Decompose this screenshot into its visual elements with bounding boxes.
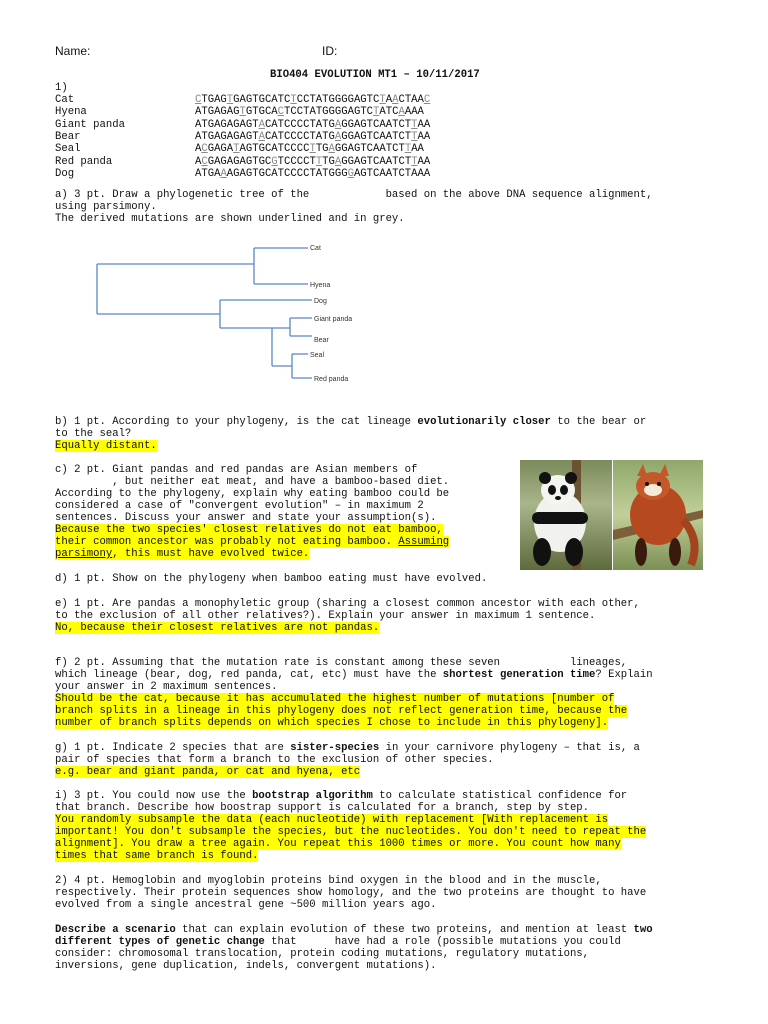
derived-mutation: T bbox=[315, 155, 323, 168]
sequence-segment: GAGA bbox=[207, 143, 234, 156]
derived-mutation: T bbox=[411, 118, 418, 131]
derived-mutation: T bbox=[309, 143, 316, 156]
sequence-segment: A bbox=[195, 155, 202, 168]
sequence-segment: AA bbox=[417, 155, 431, 168]
qe-answer: No, because their closest relatives are not pandas. bbox=[55, 622, 380, 634]
sequence-segment: GGAGTCAATCT bbox=[341, 130, 412, 143]
qi-answer1: You randomly subsample the data (each nucleotide) with replacement [With replacement is bbox=[55, 814, 609, 826]
species-name: Hyena bbox=[55, 106, 87, 119]
qf-answer1: Should be the cat, because it has accumulated the highest number of mutations [number of bbox=[55, 693, 615, 705]
qi-answer2: important! You don't subsample the species, but the nucleotides. You don't need to repeat the bbox=[55, 826, 647, 838]
qi-answer4: times that same branch is found. bbox=[55, 850, 259, 862]
name-label: Name: bbox=[55, 44, 91, 58]
qc-answer2: their common ancestor was probably not eating bamboo. Assuming bbox=[55, 536, 450, 548]
sequence-segment: AA bbox=[417, 118, 431, 131]
qg-line2: pair of species that form a branch to the exclusion of other species. bbox=[55, 754, 494, 766]
qg-line1: g) 1 pt. Indicate 2 species that are sister-species in your carnivore phylogeny – that is, a bbox=[55, 742, 640, 754]
qd-line1: d) 1 pt. Show on the phylogeny when bamboo eating must have evolved. bbox=[55, 573, 488, 585]
derived-mutation: C bbox=[277, 106, 285, 119]
qf-line3: your answer in 2 maximum sentences. bbox=[55, 681, 278, 693]
qb-answer: Equally distant. bbox=[55, 440, 157, 452]
qa-line2: using parsimony. bbox=[55, 201, 157, 213]
phylogenetic-tree bbox=[50, 238, 370, 388]
qc-line1: c) 2 pt. Giant pandas and red pandas are Asian members of bbox=[55, 464, 418, 476]
sequence-segment: TG bbox=[322, 155, 335, 168]
q2-line4: Describe a scenario that can explain evolution of these two proteins, and mention at least two bbox=[55, 924, 653, 936]
tree-label-bear: Bear bbox=[314, 337, 329, 344]
qc-line3: According to the phylogeny, explain why eating bamboo could be bbox=[55, 488, 450, 500]
sequence-segment: ATGAGAGAGT bbox=[195, 118, 259, 131]
sequence-segment: AGTGCATCCCC bbox=[239, 143, 310, 156]
qe-line1: e) 1 pt. Are pandas a monophyletic group (sharing a closest common ancestor with each other, bbox=[55, 598, 640, 610]
qc-line2: , but neither eat meat, and have a bamboo-based diet. bbox=[55, 476, 450, 488]
qi-answer3: alignment]. You draw a tree again. You repeat this 1000 times or more. You count how many bbox=[55, 838, 621, 850]
tree-label-hyena: Hyena bbox=[310, 282, 331, 289]
sequence-segment: GAGAGAGTGC bbox=[207, 155, 272, 168]
sequence-segment: ATGAGAGAGT bbox=[195, 130, 259, 143]
derived-mutation: T bbox=[233, 143, 240, 156]
dna-sequence bbox=[195, 168, 430, 180]
sequence-segment: A bbox=[385, 94, 393, 106]
derived-mutation: C bbox=[201, 143, 208, 156]
sequence-segment: ATGAGAG bbox=[195, 106, 240, 119]
species-name: Seal bbox=[55, 143, 81, 156]
dna-sequence bbox=[195, 143, 424, 155]
sequence-segment: A bbox=[195, 143, 202, 156]
sequence-segment: GGAGTCAATCT bbox=[334, 143, 405, 156]
derived-mutation: C bbox=[423, 94, 431, 106]
derived-mutation: C bbox=[195, 94, 202, 106]
q2-line6: consider: chromosomal translocation, protein coding mutations, regulatory mutations, bbox=[55, 948, 590, 960]
sequence-segment: GGAGTCAATCT bbox=[341, 118, 412, 131]
qc-line5: sentences. Discuss your answer and state your assumption(s). bbox=[55, 512, 437, 524]
sequence-segment: TGAG bbox=[201, 94, 227, 106]
species-name: Cat bbox=[55, 94, 75, 106]
question-number: 1) bbox=[55, 82, 68, 94]
q2-line2: respectively. Their protein sequences show homology, and the two proteins are thought to have bbox=[55, 887, 647, 899]
qi-line1: i) 3 pt. You could now use the bootstrap algorithm to calculate statistical confidence for bbox=[55, 790, 628, 802]
qb-line2: to the seal? bbox=[55, 428, 132, 440]
derived-mutation: T bbox=[226, 94, 234, 106]
qf-answer3: number of branch splits depends on which species I chose to include in this phylogeny]. bbox=[55, 717, 609, 729]
dna-sequence bbox=[195, 94, 430, 106]
sequence-segment: CATCCCCTATG bbox=[264, 118, 335, 131]
sequence-segment: CATCCCCTATG bbox=[264, 130, 335, 143]
species-name: Giant panda bbox=[55, 118, 125, 131]
qf-answer2: branch splits in a lineage in this phylogeny does not reflect generation time, because the bbox=[55, 705, 628, 717]
dna-sequence bbox=[195, 156, 430, 168]
species-name: Dog bbox=[55, 167, 75, 180]
derived-mutation: T bbox=[404, 143, 412, 156]
sequence-segment: AGAGTGCATCCCCTATGGG bbox=[226, 167, 348, 180]
derived-mutation: A bbox=[220, 167, 227, 180]
qf-line1: f) 2 pt. Assuming that the mutation rate is constant among these seven lineages, bbox=[55, 657, 628, 669]
derived-mutation: T bbox=[411, 130, 418, 143]
qi-line2: that branch. Describe how boostrap support is calculated for a branch, step by step. bbox=[55, 802, 590, 814]
species-name: Bear bbox=[55, 130, 81, 143]
qg-answer: e.g. bear and giant panda, or cat and hyena, etc bbox=[55, 766, 361, 778]
dna-sequence bbox=[195, 131, 430, 143]
sequence-segment: CTAA bbox=[398, 94, 424, 106]
sequence-segment: ATGA bbox=[195, 167, 221, 180]
qf-line2: which lineage (bear, dog, red panda, cat, etc) must have the shortest generation time? Explain bbox=[55, 669, 653, 681]
sequence-segment: GGAGTCAATCT bbox=[341, 155, 412, 168]
exam-title: BIO404 EVOLUTION MT1 – 10/11/2017 bbox=[270, 69, 480, 81]
dna-sequence bbox=[195, 119, 430, 131]
derived-mutation: G bbox=[271, 155, 278, 168]
derived-mutation: G bbox=[347, 167, 354, 180]
q2-line5: different types of genetic change that have had a role (possible mutations you could bbox=[55, 936, 621, 948]
derived-mutation: A bbox=[334, 118, 342, 131]
id-label: ID: bbox=[322, 44, 338, 58]
sequence-segment: CCTATGGGGAGTC bbox=[296, 94, 380, 106]
sequence-segment: ATC bbox=[379, 106, 399, 119]
sequence-segment: GTGCA bbox=[245, 106, 278, 119]
sequence-segment: GAGTGCATC bbox=[233, 94, 291, 106]
qb-line1: b) 1 pt. According to your phylogeny, is the cat lineage evolutionarily closer to the bear or bbox=[55, 416, 647, 428]
qa-line3: The derived mutations are shown underlined and in grey. bbox=[55, 213, 405, 225]
derived-mutation: A bbox=[258, 130, 265, 143]
derived-mutation: T bbox=[411, 155, 418, 168]
sequence-segment: TG bbox=[315, 143, 329, 156]
sequence-segment: AGTCAATCTAAA bbox=[353, 167, 431, 180]
sequence-segment: TCCTATGGGGAGTC bbox=[284, 106, 374, 119]
sequence-segment: AA bbox=[417, 130, 431, 143]
species-name: Red panda bbox=[55, 155, 113, 168]
derived-mutation: A bbox=[258, 118, 265, 131]
tree-label-red-panda: Red panda bbox=[314, 376, 349, 383]
qc-line4: considered a case of "convergent evolution" – in maximum 2 bbox=[55, 500, 424, 512]
sequence-segment: AA bbox=[411, 143, 424, 156]
derived-mutation: T bbox=[239, 106, 246, 119]
derived-mutation: A bbox=[334, 155, 342, 168]
derived-mutation: T bbox=[290, 94, 297, 106]
tree-label-cat: Cat bbox=[310, 245, 321, 252]
qe-line2: to the exclusion of all other relatives?). Explain your answer in maximum 1 sentence. bbox=[55, 610, 596, 622]
sequence-segment: AAA bbox=[404, 106, 424, 119]
giant-panda-photo bbox=[520, 460, 612, 570]
derived-mutation: A bbox=[334, 130, 342, 143]
q2-line3: evolved from a single ancestral gene ~500 million years ago. bbox=[55, 899, 437, 911]
dna-sequence bbox=[195, 106, 424, 118]
derived-mutation: A bbox=[328, 143, 335, 156]
sequence-segment: TCCCCT bbox=[277, 155, 316, 168]
derived-mutation: A bbox=[398, 106, 405, 119]
q2-line1: 2) 4 pt. Hemoglobin and myoglobin proteins bind oxygen in the blood and in the muscle, bbox=[55, 875, 602, 887]
qa-line1: a) 3 pt. Draw a phylogenetic tree of the based on the above DNA sequence alignment, bbox=[55, 189, 653, 201]
qc-answer1: Because the two species' closest relatives do not eat bamboo, bbox=[55, 524, 443, 536]
derived-mutation: T bbox=[379, 94, 386, 106]
tree-label-dog: Dog bbox=[314, 298, 327, 305]
tree-label-seal: Seal bbox=[310, 352, 325, 359]
tree-label-giant-panda: Giant panda bbox=[314, 316, 353, 323]
derived-mutation: T bbox=[373, 106, 380, 119]
sequence-alignment bbox=[0, 94, 768, 184]
red-panda-photo bbox=[613, 460, 703, 570]
derived-mutation: C bbox=[201, 155, 208, 168]
qc-answer3: parsimony, this must have evolved twice. bbox=[55, 548, 310, 560]
q2-line7: inversions, gene duplication, indels, convergent mutations). bbox=[55, 960, 437, 972]
derived-mutation: A bbox=[392, 94, 399, 106]
